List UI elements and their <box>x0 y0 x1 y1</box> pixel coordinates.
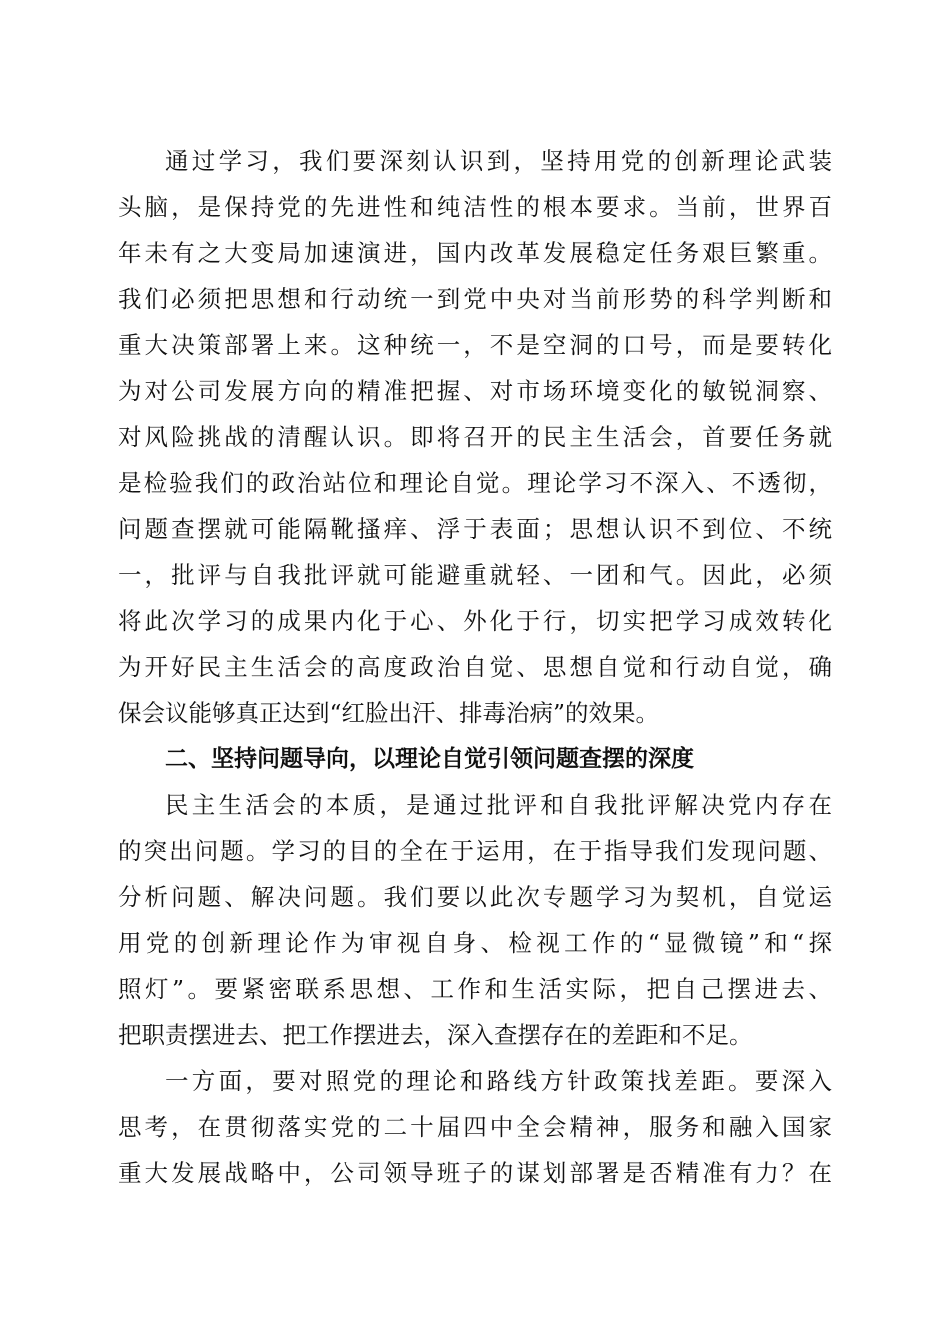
text-line: 民主生活会的本质，是通过批评和自我批评解决党内存在 <box>165 791 832 819</box>
text-line: 为对公司发展方向的精准把握、对市场环境变化的敏锐洞察、 <box>118 377 832 405</box>
text-line: 对风险挑战的清醒认识。即将召开的民主生活会，首要任务就 <box>118 423 832 451</box>
text-line: 是检验我们的政治站位和理论自觉。理论学习不深入、不透彻， <box>118 469 832 497</box>
text-line: 一，批评与自我批评就可能避重就轻、一团和气。因此，必须 <box>118 561 832 589</box>
text-line: 将此次学习的成果内化于心、外化于行，切实把学习成效转化 <box>118 607 832 635</box>
text-line: 为开好民主生活会的高度政治自觉、思想自觉和行动自觉，确 <box>118 653 832 681</box>
text-line: 用党的创新理论作为审视自身、检视工作的“显微镜”和“探 <box>118 929 832 957</box>
text-line: 的突出问题。学习的目的全在于运用，在于指导我们发现问题、 <box>118 837 832 865</box>
section-heading: 二、坚持问题导向，以理论自觉引领问题查摆的深度 <box>165 746 694 772</box>
text-line: 问题查摆就可能隔靴搔痒、浮于表面；思想认识不到位、不统 <box>118 515 832 543</box>
text-line: 照灯”。要紧密联系思想、工作和生活实际，把自己摆进去、 <box>118 975 832 1003</box>
text-line: 把职责摆进去、把工作摆进去，深入查摆存在的差距和不足。 <box>118 1021 753 1049</box>
text-line: 我们必须把思想和行动统一到党中央对当前形势的科学判断和 <box>118 285 832 313</box>
text-line: 分析问题、解决问题。我们要以此次专题学习为契机，自觉运 <box>118 883 832 911</box>
text-line: 保会议能够真正达到“红脸出汗、排毒治病”的效果。 <box>118 699 660 727</box>
text-line: 通过学习，我们要深刻认识到，坚持用党的创新理论武装 <box>165 147 832 175</box>
text-line: 重大发展战略中，公司领导班子的谋划部署是否精准有力？在 <box>118 1159 832 1187</box>
text-line: 头脑，是保持党的先进性和纯洁性的根本要求。当前，世界百 <box>118 193 832 221</box>
text-line: 年未有之大变局加速演进，国内改革发展稳定任务艰巨繁重。 <box>118 239 832 267</box>
text-line: 一方面，要对照党的理论和路线方针政策找差距。要深入 <box>165 1067 832 1095</box>
text-line: 思考，在贯彻落实党的二十届四中全会精神，服务和融入国家 <box>118 1113 832 1141</box>
text-line: 重大决策部署上来。这种统一，不是空洞的口号，而是要转化 <box>118 331 832 359</box>
